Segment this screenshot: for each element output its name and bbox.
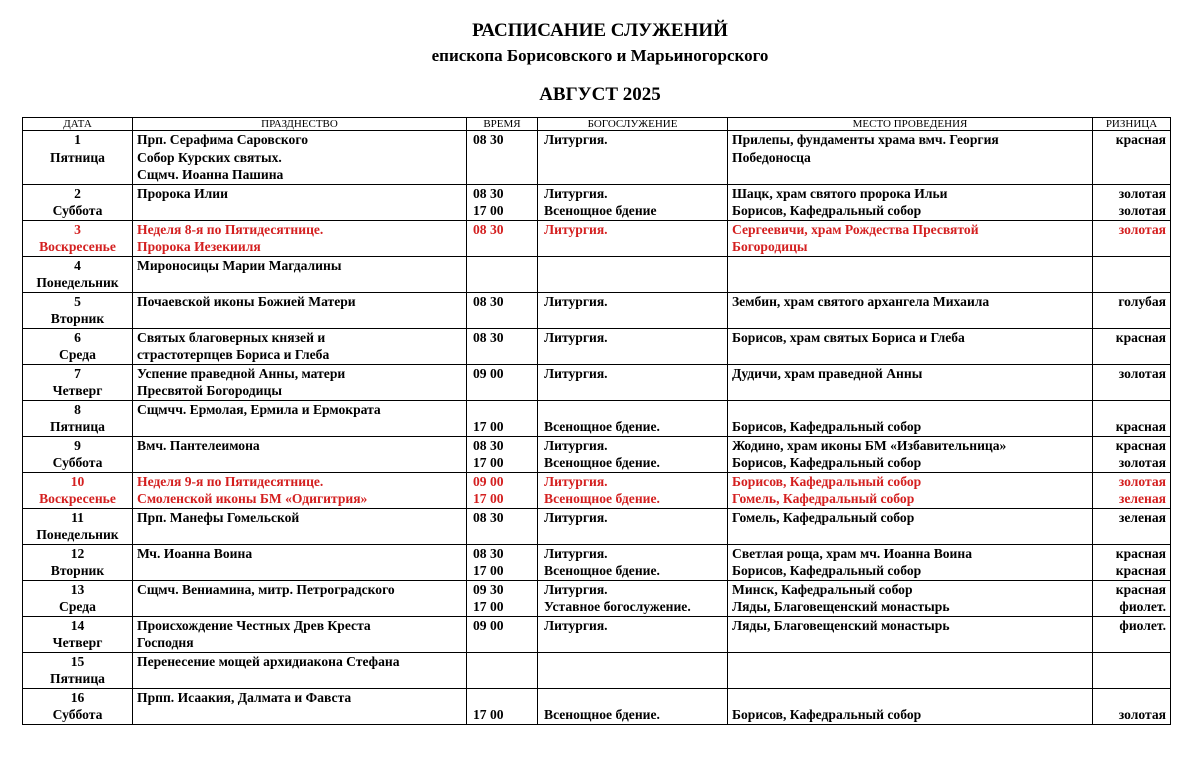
date-cell <box>23 616 133 652</box>
feast-cell <box>133 580 467 616</box>
service-value: Всенощное бдение. <box>544 491 660 506</box>
time-cell <box>467 131 538 185</box>
weekday: Понедельник <box>36 527 119 542</box>
weekday: Воскресенье <box>39 491 116 506</box>
time-value: 08 30 <box>473 132 504 147</box>
service-cell <box>538 256 728 292</box>
feast-line: Прп. Манефы Гомельской <box>137 509 300 525</box>
place-value: Шацк, храм святого пророка Ильи <box>732 185 948 201</box>
place-cell <box>728 472 1093 508</box>
feast-cell <box>133 256 467 292</box>
day-number: 15 <box>70 653 85 669</box>
place-cell <box>728 436 1093 472</box>
day-number: 6 <box>74 329 81 345</box>
weekday: Пятница <box>50 149 105 165</box>
place-value: Дудичи, храм праведной Анны <box>732 365 923 381</box>
time-value: 17 00 <box>473 455 504 470</box>
service-cell <box>538 544 728 580</box>
date-cell <box>23 131 133 185</box>
weekday: Четверг <box>52 635 103 650</box>
date-cell <box>23 544 133 580</box>
page-title: РАСПИСАНИЕ СЛУЖЕНИЙ <box>472 20 728 41</box>
table-row <box>23 472 1171 508</box>
place-value: Борисов, Кафедральный собор <box>732 563 922 578</box>
vestment-value: золотая <box>1118 203 1166 218</box>
vestment-cell <box>1093 688 1171 724</box>
service-value: Всенощное бдение. <box>544 419 660 434</box>
date-cell <box>23 400 133 436</box>
service-cell <box>538 652 728 688</box>
vestment-cell <box>1093 184 1171 220</box>
place-cell <box>728 580 1093 616</box>
date-cell <box>23 688 133 724</box>
vestment-value: золотая <box>1118 455 1166 470</box>
vestment-value: красная <box>1115 132 1166 147</box>
feast-line: Пресвятой Богородицы <box>137 383 282 398</box>
service-value: Литургия. <box>544 329 608 345</box>
feast-line: Сщмч. Вениамина, митр. Петроградского <box>137 581 395 597</box>
weekday: Среда <box>59 599 96 614</box>
vestment-cell <box>1093 400 1171 436</box>
table-row <box>23 184 1171 220</box>
day-number: 12 <box>70 545 85 561</box>
schedule-table <box>22 117 1171 725</box>
vestment-value: золотая <box>1118 185 1166 201</box>
service-value: Литургия. <box>544 437 608 453</box>
feast-line: Неделя 8-я по Пятидесятнице. <box>137 221 324 237</box>
time-value: 17 00 <box>473 599 504 614</box>
time-cell <box>467 184 538 220</box>
feast-line: Святых благоверных князей и <box>137 329 326 345</box>
table-row <box>23 688 1171 724</box>
table-row <box>23 580 1171 616</box>
time-value: 08 30 <box>473 185 504 201</box>
feast-line: Сщмч. Иоанна Пашина <box>137 167 284 182</box>
feast-line: Происхождение Честных Древ Креста <box>137 617 371 633</box>
weekday: Среда <box>59 347 96 362</box>
time-value: 08 30 <box>473 329 504 345</box>
table-row <box>23 292 1171 328</box>
table-row <box>23 652 1171 688</box>
place-cell <box>728 616 1093 652</box>
service-cell <box>538 364 728 400</box>
vestment-value: красная <box>1115 419 1166 434</box>
date-cell <box>23 472 133 508</box>
feast-line: Мироносицы Марии Магдалины <box>137 257 342 273</box>
time-value <box>473 401 533 419</box>
vestment-value: фиолет. <box>1119 599 1166 614</box>
service-value: Всенощное бдение. <box>544 563 660 578</box>
vestment-value: золотая <box>1118 473 1166 489</box>
date-cell <box>23 292 133 328</box>
vestment-value: красная <box>1115 581 1166 597</box>
time-cell <box>467 472 538 508</box>
feast-cell <box>133 652 467 688</box>
place-value: Победоносца <box>732 149 811 165</box>
vestment-value: красная <box>1115 437 1166 453</box>
place-value: Ляды, Благовещенский монастырь <box>732 599 950 614</box>
service-value: Литургия. <box>544 617 608 633</box>
time-value: 08 30 <box>473 509 504 525</box>
service-value: Литургия. <box>544 545 608 561</box>
feast-line: Пророка Иезекииля <box>137 239 261 254</box>
place-cell <box>728 364 1093 400</box>
time-cell <box>467 364 538 400</box>
table-row <box>23 400 1171 436</box>
day-number: 5 <box>74 293 81 309</box>
time-cell <box>467 400 538 436</box>
table-row <box>23 616 1171 652</box>
date-cell <box>23 220 133 256</box>
date-cell <box>23 508 133 544</box>
vestment-value <box>1097 689 1166 707</box>
service-value: Литургия. <box>544 221 608 237</box>
time-value: 17 00 <box>473 563 504 578</box>
time-value <box>473 689 533 707</box>
place-cell <box>728 688 1093 724</box>
service-cell <box>538 508 728 544</box>
time-value: 17 00 <box>473 707 504 722</box>
schedule-rows <box>23 131 1171 725</box>
service-value: Литургия. <box>544 473 608 489</box>
place-cell <box>728 652 1093 688</box>
vestment-value: зеленая <box>1118 509 1166 525</box>
time-cell <box>467 580 538 616</box>
column-header-feast: ПРАЗДНЕСТВО <box>133 118 467 131</box>
vestment-value: красная <box>1115 545 1166 561</box>
place-value: Богородицы <box>732 239 808 254</box>
weekday: Четверг <box>52 383 103 398</box>
feast-cell <box>133 364 467 400</box>
place-cell <box>728 508 1093 544</box>
feast-line: Успение праведной Анны, матери <box>137 365 346 381</box>
feast-line: Мч. Иоанна Воина <box>137 545 253 561</box>
place-value: Зембин, храм святого архангела Михаила <box>732 293 990 309</box>
vestment-cell <box>1093 436 1171 472</box>
column-header-time: ВРЕМЯ <box>467 118 538 131</box>
day-number: 16 <box>70 689 85 705</box>
service-value: Литургия. <box>544 365 608 381</box>
place-cell <box>728 220 1093 256</box>
place-value: Борисов, Кафедральный собор <box>732 473 922 489</box>
service-value: Всенощное бдение. <box>544 707 660 722</box>
feast-cell <box>133 616 467 652</box>
day-number: 14 <box>70 617 85 633</box>
feast-line: Прп. Серафима Саровского <box>137 132 308 147</box>
time-cell <box>467 328 538 364</box>
day-number: 3 <box>74 221 81 237</box>
table-header-row <box>23 118 1171 131</box>
service-value: Уставное богослужение. <box>544 599 691 614</box>
service-value: Литургия. <box>544 185 608 201</box>
day-number: 10 <box>70 473 85 489</box>
day-number: 2 <box>74 185 81 201</box>
place-value: Ляды, Благовещенский монастырь <box>732 617 950 633</box>
service-cell <box>538 220 728 256</box>
vestment-cell <box>1093 131 1171 185</box>
feast-line: Прпп. Исаакия, Далмата и Фавста <box>137 689 352 705</box>
service-cell <box>538 616 728 652</box>
day-number: 11 <box>71 509 84 525</box>
service-value: Литургия. <box>544 132 608 147</box>
feast-cell <box>133 472 467 508</box>
service-value: Литургия. <box>544 581 608 597</box>
date-cell <box>23 436 133 472</box>
time-cell <box>467 544 538 580</box>
time-cell <box>467 436 538 472</box>
feast-line: Собор Курских святых. <box>137 149 282 165</box>
time-cell <box>467 292 538 328</box>
service-cell <box>538 400 728 436</box>
feast-cell <box>133 131 467 185</box>
weekday: Вторник <box>50 311 105 326</box>
date-cell <box>23 256 133 292</box>
time-value: 08 30 <box>473 293 504 309</box>
feast-cell <box>133 328 467 364</box>
place-value: Борисов, Кафедральный собор <box>732 419 922 434</box>
time-cell <box>467 508 538 544</box>
vestment-value: фиолет. <box>1119 617 1166 633</box>
place-value: Гомель, Кафедральный собор <box>732 509 915 525</box>
table-row <box>23 436 1171 472</box>
place-value <box>732 689 1088 707</box>
day-number: 4 <box>74 257 81 273</box>
vestment-cell <box>1093 616 1171 652</box>
page-subtitle: епископа Борисовского и Марьиногорского <box>431 46 769 65</box>
vestment-cell <box>1093 508 1171 544</box>
place-value: Борисов, храм святых Бориса и Глеба <box>732 329 965 345</box>
place-value <box>732 401 1088 419</box>
date-cell <box>23 184 133 220</box>
time-value: 09 00 <box>473 473 504 489</box>
service-cell <box>538 580 728 616</box>
time-value: 17 00 <box>473 419 504 434</box>
feast-cell <box>133 508 467 544</box>
day-number: 13 <box>70 581 85 597</box>
service-value <box>544 401 723 419</box>
vestment-value: красная <box>1115 329 1166 345</box>
column-header-place: МЕСТО ПРОВЕДЕНИЯ <box>728 118 1093 131</box>
weekday: Пятница <box>50 419 105 434</box>
time-value: 17 00 <box>473 491 504 506</box>
time-value: 17 00 <box>473 203 504 218</box>
place-value: Минск, Кафедральный собор <box>732 581 913 597</box>
feast-line: Неделя 9-я по Пятидесятнице. <box>137 473 324 489</box>
feast-line: Господня <box>137 635 194 650</box>
feast-line: Перенесение мощей архидиакона Стефана <box>137 653 400 669</box>
service-cell <box>538 184 728 220</box>
place-value: Сергеевичи, храм Рождества Пресвятой <box>732 221 979 237</box>
table-row <box>23 544 1171 580</box>
place-cell <box>728 544 1093 580</box>
service-cell <box>538 131 728 185</box>
column-header-date: ДАТА <box>23 118 133 131</box>
feast-line: Пророка Илии <box>137 185 228 201</box>
vestment-value: золотая <box>1118 707 1166 722</box>
feast-line: Сщмчч. Ермолая, Ермила и Ермократа <box>137 401 381 417</box>
feast-line: страстотерпцев Бориса и Глеба <box>137 347 330 362</box>
time-value: 08 30 <box>473 221 504 237</box>
time-value: 09 30 <box>473 581 504 597</box>
time-cell <box>467 688 538 724</box>
vestment-cell <box>1093 328 1171 364</box>
vestment-cell <box>1093 544 1171 580</box>
column-header-service: БОГОСЛУЖЕНИЕ <box>538 118 728 131</box>
vestment-cell <box>1093 364 1171 400</box>
weekday: Понедельник <box>36 275 119 290</box>
place-value: Жодино, храм иконы БМ «Избавительница» <box>732 437 1007 453</box>
vestment-cell <box>1093 652 1171 688</box>
date-cell <box>23 328 133 364</box>
table-row <box>23 508 1171 544</box>
vestment-value: золотая <box>1118 221 1166 237</box>
time-value: 08 30 <box>473 437 504 453</box>
month-heading: АВГУСТ 2025 <box>539 84 661 105</box>
table-row <box>23 131 1171 185</box>
weekday: Вторник <box>50 563 105 578</box>
date-cell <box>23 364 133 400</box>
day-number: 8 <box>74 401 81 417</box>
service-value: Литургия. <box>544 293 608 309</box>
day-number: 1 <box>74 132 81 147</box>
vestment-value: золотая <box>1118 365 1166 381</box>
place-value: Светлая роща, храм мч. Иоанна Воина <box>732 545 973 561</box>
time-cell <box>467 220 538 256</box>
feast-cell <box>133 292 467 328</box>
table-row <box>23 328 1171 364</box>
place-value: Борисов, Кафедральный собор <box>732 707 922 722</box>
vestment-cell <box>1093 292 1171 328</box>
time-cell <box>467 652 538 688</box>
service-value: Всенощное бдение <box>544 203 657 218</box>
day-number: 9 <box>74 437 81 453</box>
time-cell <box>467 256 538 292</box>
weekday: Суббота <box>52 455 103 470</box>
feast-line: Почаевской иконы Божией Матери <box>137 293 356 309</box>
column-header-vestment: РИЗНИЦА <box>1093 118 1171 131</box>
place-value: Борисов, Кафедральный собор <box>732 203 922 218</box>
table-row <box>23 364 1171 400</box>
feast-cell <box>133 544 467 580</box>
vestment-value <box>1097 401 1166 419</box>
weekday: Пятница <box>50 671 105 686</box>
place-cell <box>728 400 1093 436</box>
place-value: Прилепы, фундаменты храма вмч. Георгия <box>732 132 999 147</box>
feast-cell <box>133 688 467 724</box>
time-value: 08 30 <box>473 545 504 561</box>
feast-cell <box>133 436 467 472</box>
service-value: Всенощное бдение. <box>544 455 660 470</box>
time-value: 09 00 <box>473 617 504 633</box>
vestment-value: красная <box>1115 563 1166 578</box>
table-row <box>23 256 1171 292</box>
place-cell <box>728 328 1093 364</box>
service-value <box>544 689 723 707</box>
service-cell <box>538 292 728 328</box>
service-value: Литургия. <box>544 509 608 525</box>
place-value: Гомель, Кафедральный собор <box>732 491 915 506</box>
place-cell <box>728 256 1093 292</box>
service-cell <box>538 472 728 508</box>
vestment-cell <box>1093 472 1171 508</box>
vestment-value: голубая <box>1118 293 1166 309</box>
place-value: Борисов, Кафедральный собор <box>732 455 922 470</box>
feast-cell <box>133 400 467 436</box>
feast-cell <box>133 184 467 220</box>
date-cell <box>23 580 133 616</box>
vestment-cell <box>1093 256 1171 292</box>
service-cell <box>538 436 728 472</box>
feast-line: Смоленской иконы БМ «Одигитрия» <box>137 491 368 506</box>
weekday: Суббота <box>52 707 103 722</box>
place-cell <box>728 131 1093 185</box>
vestment-value: зеленая <box>1118 491 1166 506</box>
day-number: 7 <box>74 365 81 381</box>
vestment-cell <box>1093 220 1171 256</box>
place-cell <box>728 292 1093 328</box>
weekday: Суббота <box>52 203 103 218</box>
feast-cell <box>133 220 467 256</box>
date-cell <box>23 652 133 688</box>
vestment-cell <box>1093 580 1171 616</box>
service-cell <box>538 688 728 724</box>
time-value: 09 00 <box>473 365 504 381</box>
service-cell <box>538 328 728 364</box>
place-cell <box>728 184 1093 220</box>
feast-line: Вмч. Пантелеимона <box>137 437 260 453</box>
weekday: Воскресенье <box>39 239 116 254</box>
time-cell <box>467 616 538 652</box>
table-row <box>23 220 1171 256</box>
